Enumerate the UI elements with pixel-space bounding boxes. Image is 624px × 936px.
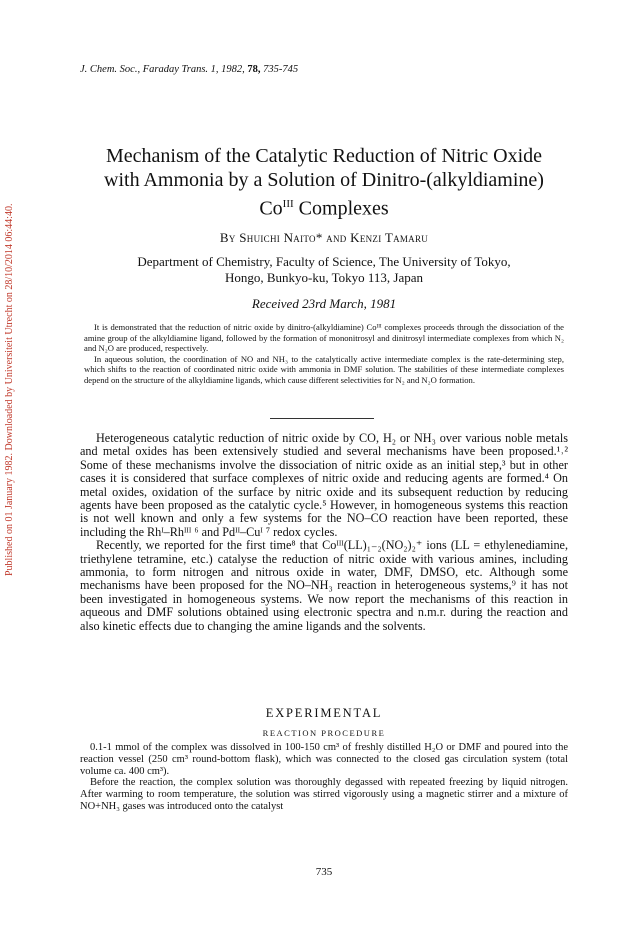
procedure-paragraph-2: Before the reaction, the complex solution was thoroughly degassed with repeated freezing by liquid nitrogen. After warming to room temperature, the solution was stirred vigorously using a magnetic stirrer and a mixture of NO+NH₃ gases was introduced onto the catalyst [80,777,568,812]
section-divider [270,418,374,419]
section-heading-experimental: EXPERIMENTAL [265,706,383,720]
introduction [80,432,568,633]
citation-journal: J. Chem. Soc., Faraday Trans. 1, [80,64,219,75]
affiliation-line-2: Hongo, Bunkyo-ku, Tokyo 113, Japan [224,270,424,285]
paper-title [50,144,598,221]
procedure-text [80,742,568,813]
title-line-3 [50,192,598,221]
abstract-paragraph-2: In aqueous solution, the coordination of NO and NH₃ to the catalytically active intermediate complex is the rate-determining step, which shifts to the reaction of coordinated nitric oxide with ammonia in DMF solution. The stabilities of these intermediate complexes depend on the structure of the alkyldiamine ligands, which cause different selectivities for N₂ and N₂O formation. [84,353,564,385]
intro-paragraph-1: Heterogeneous catalytic reduction of nitric oxide by CO, H₂ or NH₃ over various noble metals and metal oxides has been extensively studied and several mechanisms have been proposed.¹˒² Some of these mechanisms involve the dissociation of nitric oxide as an initial step,³ but in other cases it is considered that surface complexes of nitric oxide and reducing agents are formed.⁴ On metal oxides, oxidation of the surface by nitric oxide and its subsequent reduction by reducing agents have been proposed as the catalytic cycle.⁵ However, in homogeneous systems this reaction is not well known and only a few systems for the NO–CO reaction have been reported, these including the Rhᴵ–Rhᴵᴵᴵ ⁶ and Pdᴵᴵ–Cuᴵ ⁷ redox cycles. [80,431,568,539]
title-complexes: Complexes [293,197,389,220]
intro-paragraph-2: Recently, we reported for the first time⁸ that Coᴵᴵᴵ(LL)₁₋₂(NO₂)₂⁺ ions (LL = ethylenediamine, triethylene tetramine, etc.) catalyse the reduction of nitric oxide with various amines, including ammonia, to form nitrogen and nitrous oxide in water, DMF, DMSO, etc. Although some mechanisms have been proposed for the NO–NH₃ reaction in heterogeneous systems,⁹ it has not been investigated in homogeneous systems. We now report the mechanisms of this reaction in aqueous and DMF solutions obtained using electronic spectra and n.m.r. during the reaction and also kinetic effects due to changing the amine ligands and the solvents. [80,538,568,633]
citation-year: 1982, [221,64,245,75]
title-cobalt: Co [259,197,283,220]
affiliation-line-1: Department of Chemistry, Faculty of Science, The University of Tokyo, [137,254,511,269]
download-side-note: Published on 01 January 1982. Downloaded by Universiteit Utrecht on 28/10/2014 06:44:40. [4,203,15,577]
procedure-paragraph-1: 0.1-1 mmol of the complex was dissolved in 100-150 cm³ of freshly distilled H₂O or DMF and poured into the reaction vessel (250 cm³ round-bottom flask), which was connected to the closed gas circulation system (total volume ca. 400 cm³). [80,742,568,777]
journal-citation [80,64,298,75]
author-line: By Shuichi Naito* and Kenzi Tamaru [219,230,429,245]
affiliation [90,254,558,286]
title-line-2: with Ammonia by a Solution of Dinitro-(alkyldiamine) [104,169,544,191]
page-number: 735 [315,866,333,878]
subsection-heading-procedure: REACTION PROCEDURE [262,728,386,738]
title-line-1: Mechanism of the Catalytic Reduction of Nitric Oxide [106,145,542,167]
citation-volume: 78, [247,64,261,75]
abstract-paragraph-1: It is demonstrated that the reduction of nitric oxide by dinitro-(alkyldiamine) Coᴵᴵᴵ complexes proceeds through the dissociation of the amine group of the alkyldiamine ligand, followed by the formation of mononitrosyl and dinitrosyl intermediate complexes from which N₂ and N₂O are produced, respectively. [84,322,564,354]
title-oxidation-state: III [282,198,294,210]
received-date: Received 23rd March, 1981 [251,296,397,311]
abstract [84,322,564,386]
citation-pages: 735-745 [263,64,299,75]
